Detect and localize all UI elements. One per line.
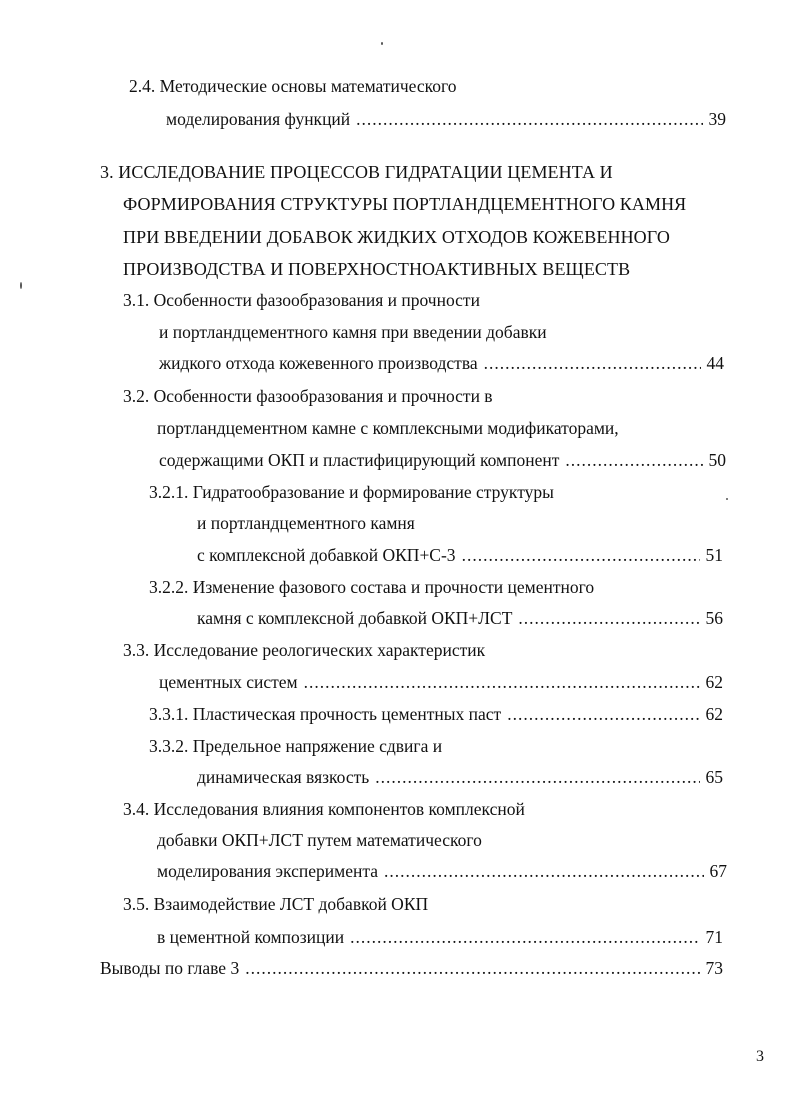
toc-conclusions-title: Выводы по главе 3 xyxy=(100,958,240,978)
dot-leader xyxy=(565,449,702,471)
toc-3-1-title: жидкого отхода кожевенного производства xyxy=(159,353,478,373)
toc-3-2-1-line3 xyxy=(197,544,723,566)
toc-3-1-page: 44 xyxy=(706,353,724,373)
toc-3-2-2-title: камня с комплексной добавкой ОКП+ЛСТ xyxy=(197,608,513,628)
toc-3-1-line1: 3.1. Особенности фазообразования и прочности xyxy=(123,290,480,310)
toc-3-2-1-page: 51 xyxy=(705,545,723,565)
toc-2-4-line1: 2.4. Методические основы математического xyxy=(129,76,457,96)
toc-3-4-title: моделирования эксперимента xyxy=(157,861,378,881)
toc-3-5-page: 71 xyxy=(705,927,723,947)
toc-3-2-1-line2: и портландцементного камня xyxy=(197,513,415,533)
dot-leader xyxy=(484,352,701,374)
toc-3-2-1-line1: 3.2.1. Гидратообразование и формирование структуры xyxy=(149,482,554,502)
dot-leader xyxy=(462,544,700,566)
toc-3-2-page: 50 xyxy=(708,450,726,470)
toc-3-2-line1: 3.2. Особенности фазообразования и прочности в xyxy=(123,386,493,406)
chapter-3-heading-line2: ФОРМИРОВАНИЯ СТРУКТУРЫ ПОРТЛАНДЦЕМЕНТНОГО КАМНЯ xyxy=(123,194,687,214)
toc-3-3-2-page: 65 xyxy=(705,767,723,787)
toc-2-4-page: 39 xyxy=(708,109,726,129)
dot-leader xyxy=(518,607,699,629)
toc-3-3-2-line2 xyxy=(197,766,723,788)
toc-3-3-line1: 3.3. Исследование реологических характеристик xyxy=(123,640,486,660)
dot-leader xyxy=(245,957,699,979)
toc-3-3-1-line1 xyxy=(149,703,723,725)
dot-leader xyxy=(304,671,700,693)
toc-3-1-line2: и портландцементного камня при введении добавки xyxy=(159,322,547,342)
dot-leader xyxy=(375,766,699,788)
toc-3-2-2-line1: 3.2.2. Изменение фазового состава и прочности цементного xyxy=(149,577,595,597)
toc-3-3-2-title: динамическая вязкость xyxy=(197,767,370,787)
toc-3-3-line2 xyxy=(159,671,723,693)
toc-3-5-line2 xyxy=(157,926,723,948)
chapter-3-heading-line4: ПРОИЗВОДСТВА И ПОВЕРХНОСТНОАКТИВНЫХ ВЕЩЕСТВ xyxy=(123,259,631,279)
page-number: 3 xyxy=(756,1048,764,1065)
toc-3-4-line3 xyxy=(157,860,727,882)
dot-leader xyxy=(507,703,699,725)
toc-3-1-line3 xyxy=(159,352,724,374)
scan-speck xyxy=(726,498,728,500)
toc-3-2-title: содержащими ОКП и пластифицирующий компонент xyxy=(159,450,560,470)
toc-3-5-line1: 3.5. Взаимодействие ЛСТ добавкой ОКП xyxy=(123,894,429,914)
toc-3-4-line1: 3.4. Исследования влияния компонентов комплексной xyxy=(123,799,525,819)
toc-2-4-title: моделирования функций xyxy=(166,109,351,129)
toc-3-2-line2: портландцементном камне с комплексными модификаторами, xyxy=(157,418,619,438)
toc-conclusions-page: 73 xyxy=(705,958,723,978)
dot-leader xyxy=(350,926,699,948)
toc-3-2-1-title: с комплексной добавкой ОКП+С-3 xyxy=(197,545,456,565)
toc-3-3-title: цементных систем xyxy=(159,672,298,692)
toc-3-3-page: 62 xyxy=(705,672,723,692)
toc-3-2-2-page: 56 xyxy=(705,608,723,628)
toc-conclusions xyxy=(100,957,723,979)
toc-2-4-line2 xyxy=(166,108,726,130)
toc-3-4-page: 67 xyxy=(709,861,727,881)
dot-leader xyxy=(384,860,704,882)
toc-3-3-2-line1: 3.3.2. Предельное напряжение сдвига и xyxy=(149,736,443,756)
chapter-3-heading-line3: ПРИ ВВЕДЕНИИ ДОБАВОК ЖИДКИХ ОТХОДОВ КОЖЕВЕННОГО xyxy=(123,227,670,247)
toc-3-2-line3 xyxy=(159,449,726,471)
toc-3-3-1-page: 62 xyxy=(705,704,723,724)
dot-leader xyxy=(356,108,702,130)
scan-speck xyxy=(20,282,22,289)
toc-3-5-title: в цементной композиции xyxy=(157,927,345,947)
toc-3-3-1-title: 3.3.1. Пластическая прочность цементных паст xyxy=(149,704,502,724)
toc-3-2-2-line2 xyxy=(197,607,723,629)
toc-3-4-line2: добавки ОКП+ЛСТ путем математического xyxy=(157,830,482,850)
chapter-3-heading-line1: 3. ИССЛЕДОВАНИЕ ПРОЦЕССОВ ГИДРАТАЦИИ ЦЕМЕНТА И xyxy=(100,162,613,182)
scan-speck xyxy=(381,42,383,45)
